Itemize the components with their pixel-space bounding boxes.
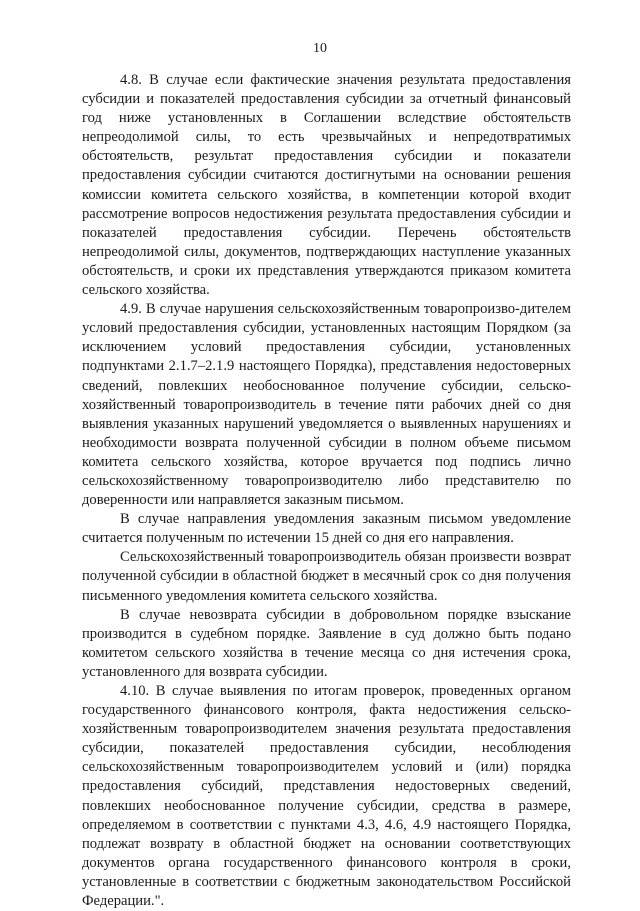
paragraph-4-9: 4.9. В случае нарушения сельскохозяйственным товаропроизво-дителем условий предоставления субсидии, установленных настоящим Порядком (за исключением условий предоставления субсидии, установленных подпунктами 2.1.7–2.1.9 настоящего Порядка), представления недостоверных сведений, повлекших необоснованное получение субсидии, сельско-хозяйственный товаропроизводитель в течение пяти рабочих дней со дня выявления указанных нарушений уведомляется о выявленных нарушениях и необходимости возврата полученной субсидии в полном объеме письмом комитета сельского хозяйства, которое вручается под подпись лично сельскохозяйственному товаропроизводителю либо представителю по доверенности или направляется заказным письмом. <box>82 301 571 509</box>
paragraph-notice-by-mail: В случае направления уведомления заказным письмом уведомление считается полученным по истечении 15 дней со дня его направления. <box>82 511 571 547</box>
paragraph-judicial-recovery: В случае невозврата субсидии в добровольном порядке взыскание производится в судебном порядке. Заявление в суд должно быть подано комитетом сельского хозяйства в течение месяца со дня истечения срока, установленного для возврата субсидии. <box>82 606 571 680</box>
document-body <box>82 71 571 911</box>
paragraph-4-10: 4.10. В случае выявления по итогам проверок, проведенных органом государственного финансового контроля, факта недостижения сельско-хозяйственным товаропроизводителем значения результата предоставления субсидии, показателей предоставления субсидии, несоблюдения сельскохозяйственным товаропроизводителем условий и (или) порядка предоставления субсидий, представления недостоверных сведений, повлекших необоснованное получение субсидии, средства в размере, определяемом в соответствии с пунктами 4.3, 4.6, 4.9 настоящего Порядка, подлежат возврату в областной бюджет на основании соответствующих документов органа государственного финансового контроля в сроки, установленные в соответствии с бюджетным законодательством Российской Федерации.". <box>82 683 571 910</box>
paragraph-4-8: 4.8. В случае если фактические значения результата предоставления субсидии и показателей предоставления субсидии за отчетный финансовый год ниже установленных в Соглашении вследствие обстоятельств непреодолимой силы, то есть чрезвычайных и непредотвратимых обстоятельств, результат предоставления субсидии и показатели предоставления субсидии считаются достигнутыми на основании решения комиссии комитета сельского хозяйства, в компетенции которой входит рассмотрение вопросов недостижения результата предоставления субсидии и показателей предоставления субсидии. Перечень обстоятельств непреодолимой силы, документов, подтверждающих наступление указанных обстоятельств, и сроки их представления утверждаются приказом комитета сельского хозяйства. <box>82 72 571 299</box>
page-number: 10 <box>313 41 327 56</box>
paragraph-refund-obligation: Сельскохозяйственный товаропроизводитель обязан произвести возврат полученной субсидии в областной бюджет в месячный срок со дня получения письменного уведомления комитета сельского хозяйства. <box>82 549 571 604</box>
